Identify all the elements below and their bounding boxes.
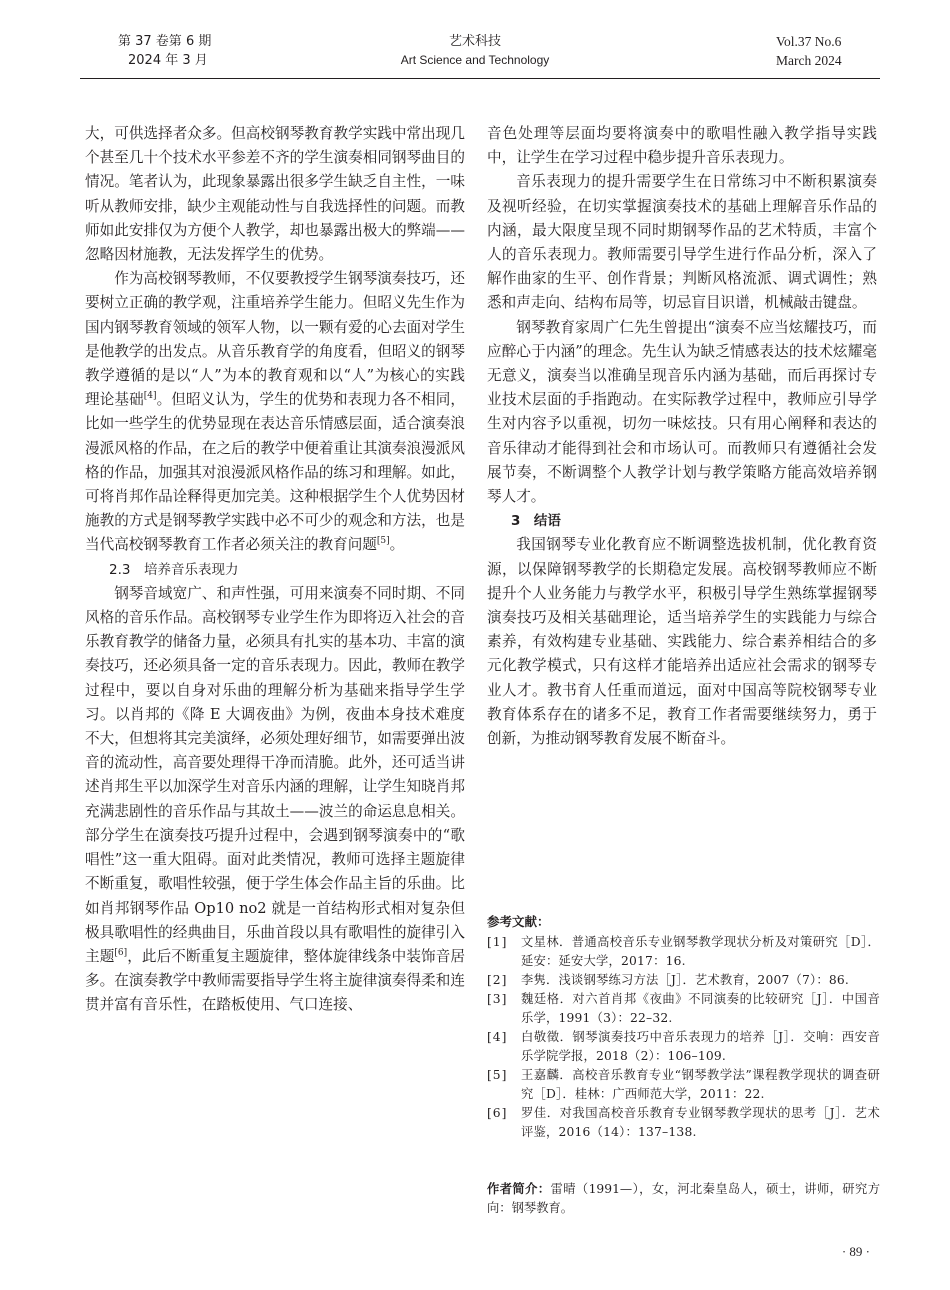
journal-title-cn: 艺术科技: [448, 34, 501, 49]
reference-item: [487, 990, 880, 1028]
paragraph-text: ，此后不断重复主题旋律，整体旋律线条中装饰音居多。在演奏教学中教师需要指导学生将主旋律演奏得柔和连贯并富有音乐性，在踏板使用、气口连接、: [85, 947, 465, 1014]
reference-number: [3]: [487, 992, 508, 1006]
page-header: [0, 32, 950, 76]
author-bio: [487, 1180, 880, 1218]
reference-text: 白敬徵．钢琴演奏技巧中音乐表现力的培养［J］．交响：西安音乐学院学报，2018（2）：106–109.: [521, 1030, 880, 1063]
volume-issue-cn: 第 37 卷第 6 期: [118, 34, 212, 49]
references: [487, 912, 880, 1142]
reference-text: 文星林．普通高校音乐专业钢琴教学现状分析及对策研究［D］．延安：延安大学，2017：16.: [521, 935, 880, 968]
reference-number: [6]: [487, 1106, 508, 1120]
header-left: [118, 32, 238, 70]
paragraph: [85, 582, 465, 1018]
reference-item: [487, 971, 880, 990]
paragraph: 我国钢琴专业化教育应不断调整选拔机制，优化教育资源，以保障钢琴教学的长期稳定发展。高校钢琴教师应不断提升个人业务能力与教学水平，积极引导学生熟练掌握钢琴演奏技巧及相关基础理论，适当培养学生的实践能力与综合素养，有效构建专业基础、实践能力、综合素养相结合的多元化教学模式，只有这样才能培养出适应社会需求的钢琴专业人才。教书育人任重而道远，面对中国高等院校钢琴专业教育体系存在的诸多不足，教育工作者需要继续努力，勇于创新，为推动钢琴教育发展不断奋斗。: [487, 536, 877, 748]
reference-number: [1]: [487, 935, 508, 949]
reference-number: [4]: [487, 1030, 508, 1044]
date-en: March 2024: [776, 53, 842, 68]
paragraph: 音乐表现力的提升需要学生在日常练习中不断积累演奏及视听经验，在切实掌握演奏技术的基础上理解音乐作品的内涵，最大限度呈现不同时期钢琴作品的艺术特质，丰富个人的音乐表现力。教师需要引导学生进行作品分析，深入了解作曲家的生平、创作背景；判断风格流派、调式调性；熟悉和声走向、结构布局等，切忌盲目识谱，机械敲击键盘。: [487, 173, 877, 312]
paragraph: 大，可供选择者众多。但高校钢琴教育教学实践中常出现几个甚至几十个技术水平参差不齐的学生演奏相同钢琴曲目的情况。笔者认为，此现象暴露出很多学生缺乏自主性，一味听从教师安排，缺少主观能动性与自我选择性的问题。而教师如此安排仅为方便个人教学，却也暴露出极大的弊端——忽略因材施教，无法发挥学生的优势。: [85, 125, 465, 264]
paragraph: 音色处理等层面均要将演奏中的歌唱性融入教学指导实践中，让学生在学习过程中稳步提升音乐表现力。: [487, 125, 877, 167]
reference-item: [487, 933, 880, 971]
paragraph: [85, 267, 465, 557]
header-rule: [80, 78, 880, 79]
journal-title-en: Art Science and Technology: [400, 53, 550, 67]
citation: [5]: [376, 536, 390, 547]
section-heading: 3 结语: [511, 513, 561, 530]
author-bio-label: 作者简介：: [487, 1182, 551, 1196]
header-center: [375, 32, 575, 70]
reference-item: [487, 1104, 880, 1142]
references-title: 参考文献：: [487, 914, 550, 929]
reference-text: 魏廷格．对六首肖邦《夜曲》不同演奏的比较研究［J］．中国音乐学，1991（3）：22–32.: [521, 992, 880, 1025]
paragraph: 钢琴教育家周广仁先生曾提出“演奏不应当炫耀技巧，而应醉心于内涵”的理念。先生认为缺乏情感表达的技术炫耀毫无意义，演奏当以准确呈现音乐内涵为基础，而后再探讨专业技术层面的手指跑动。在实际教学过程中，教师应引导学生对内容予以重视，切勿一味炫技。只有用心阐释和表达的音乐律动才能得到社会和市场认可。而教师只有遵循社会发展节奏，不断调整个人教学计划与教学策略方能高效培养钢琴人才。: [487, 318, 877, 506]
paragraph-text: 钢琴音域宽广、和声性强，可用来演奏不同时期、不同风格的音乐作品。高校钢琴专业学生作为即将迈入社会的音乐教育教学的储备力量，必须具有扎实的基本功、丰富的演奏技巧，还必须具备一定的音乐表现力。因此，教师在教学过程中，要以自身对乐曲的理解分析为基础来指导学生学习。以肖邦的《降 E 大调夜曲》为例，夜曲本身技术难度不大，但想将其完美演绎，必须处理好细节，如需要弹出波音的流动性，高音要处理得干净而清脆。此外，还可适当讲述肖邦生平以加深学生对音乐内涵的理解，让学生知晓肖邦充满悲剧性的音乐作品与其故土——波兰的命运息息相关。部分学生在演奏技巧提升过程中，会遇到钢琴演奏中的“歌唱性”这一重大阻碍。面对此类情况，教师可选择主题旋律不断重复，歌唱性较强，便于学生体会作品主旨的乐曲。比如肖邦钢琴作品 Op10 no2 就是一首结构形式相对复杂但极具歌唱性的经典曲目，乐曲首段以具有歌唱性的旋律引入主题: [85, 584, 465, 965]
reference-number: [2]: [487, 973, 508, 987]
reference-text: 李隽．浅谈钢琴练习方法［J］．艺术教育，2007（7）：86.: [521, 973, 850, 987]
reference-text: 王嘉麟．高校音乐教育专业“钢琴教学法”课程教学现状的调查研究［D］．桂林：广西师范大学，2011：22.: [521, 1068, 880, 1101]
page-number: · 89 ·: [841, 1244, 870, 1259]
paragraph-text: 作为高校钢琴教师，不仅要教授学生钢琴演奏技巧，还要树立正确的教学观，注重培养学生能力。但昭义先生作为国内钢琴教育领域的领军人物，以一颗有爱的心去面对学生是他教学的出发点。从音乐教育学的角度看，但昭义的钢琴教学遵循的是以“人”为本的教育观和以“人”为核心的实践理论基础: [85, 270, 465, 409]
left-column: [85, 122, 465, 1018]
paragraph-text: 。: [389, 536, 405, 554]
reference-item: [487, 1066, 880, 1104]
author-bio-text: 雷晴（1991—），女，河北秦皇岛人，硕士，讲师，研究方向：钢琴教育。: [487, 1182, 880, 1215]
citation: [4]: [143, 391, 157, 402]
header-right: [740, 32, 870, 70]
reference-text: 罗佳．对我国高校音乐教育专业钢琴教学现状的思考［J］．艺术评鉴，2016（14）：137–138.: [521, 1106, 880, 1139]
citation: [6]: [114, 948, 128, 959]
right-column: [487, 122, 877, 751]
volume-issue-en: Vol.37 No.6: [776, 34, 842, 49]
date-cn: 2024 年 3 月: [128, 53, 208, 68]
reference-number: [5]: [487, 1068, 508, 1082]
section-heading: 2.3 培养音乐表现力: [109, 561, 239, 578]
reference-item: [487, 1028, 880, 1066]
paragraph-text: 。但昭义认为，学生的优势和表现力各不相同，比如一些学生的优势显现在表达音乐情感层面，适合演奏浪漫派风格的作品，在之后的教学中便着重让其演奏浪漫派风格的作品，加强其对浪漫派风格作品的练习和理解。如此，可将肖邦作品诠释得更加完美。这种根据学生个人优势因材施教的方式是钢琴教学实践中必不可少的观念和方法，也是当代高校钢琴教育工作者必须关注的教育问题: [85, 391, 465, 554]
